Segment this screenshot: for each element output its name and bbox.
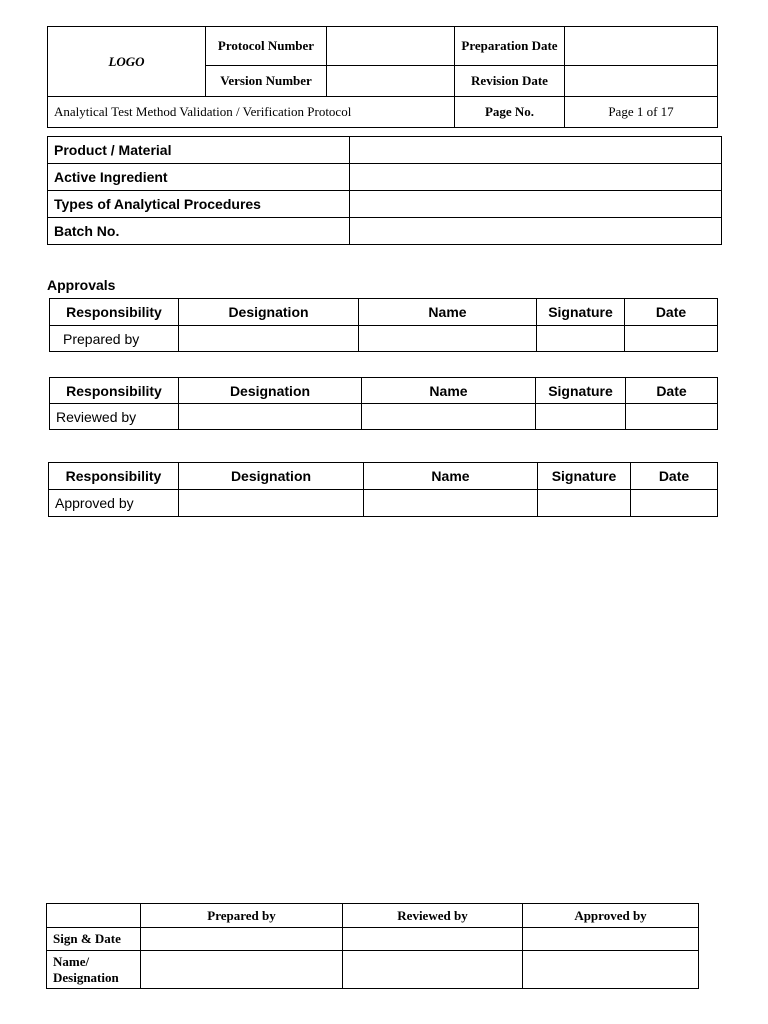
date-header: Date [625, 299, 718, 326]
batch-no-value[interactable] [350, 218, 722, 245]
revision-date-label: Revision Date [455, 66, 565, 97]
responsibility-header: Responsibility [50, 378, 179, 404]
approved-sign-date-cell[interactable] [523, 928, 699, 951]
active-ingredient-value[interactable] [350, 164, 722, 191]
designation-header: Designation [179, 299, 359, 326]
date-header: Date [631, 463, 718, 490]
approved-name-designation-cell[interactable] [523, 951, 699, 989]
revision-date-value [565, 66, 718, 97]
footer-signoff-table [46, 903, 699, 989]
page-no-value: Page 1 of 17 [565, 97, 718, 128]
prepared-signature-cell[interactable] [537, 326, 625, 352]
reviewed-sign-date-cell[interactable] [343, 928, 523, 951]
signature-header: Signature [538, 463, 631, 490]
product-info-table [47, 136, 722, 245]
reviewed-date-cell[interactable] [626, 404, 718, 430]
name-header: Name [359, 299, 537, 326]
reviewed-name-designation-cell[interactable] [343, 951, 523, 989]
signature-header: Signature [536, 378, 626, 404]
reviewed-name-cell[interactable] [362, 404, 536, 430]
document-header [47, 26, 718, 128]
version-number-value [327, 66, 455, 97]
batch-no-label: Batch No. [48, 218, 350, 245]
designation-header: Designation [179, 378, 362, 404]
product-material-value[interactable] [350, 137, 722, 164]
preparation-date-value [565, 27, 718, 66]
prepared-designation-cell[interactable] [179, 326, 359, 352]
approved-by-label: Approved by [49, 490, 179, 517]
approval-table-prepared [49, 298, 718, 352]
approved-designation-cell[interactable] [179, 490, 364, 517]
footer-approved-header: Approved by [523, 904, 699, 928]
active-ingredient-label: Active Ingredient [48, 164, 350, 191]
protocol-number-value [327, 27, 455, 66]
prepared-name-cell[interactable] [359, 326, 537, 352]
name-header: Name [362, 378, 536, 404]
prepared-sign-date-cell[interactable] [141, 928, 343, 951]
page-no-label: Page No. [455, 97, 565, 128]
approvals-heading: Approvals [47, 277, 116, 293]
sign-date-label: Sign & Date [47, 928, 141, 951]
prepared-date-cell[interactable] [625, 326, 718, 352]
reviewed-signature-cell[interactable] [536, 404, 626, 430]
approved-name-cell[interactable] [364, 490, 538, 517]
footer-prepared-header: Prepared by [141, 904, 343, 928]
responsibility-header: Responsibility [50, 299, 179, 326]
designation-header: Designation [179, 463, 364, 490]
approved-date-cell[interactable] [631, 490, 718, 517]
prepared-by-label: Prepared by [50, 326, 179, 352]
protocol-number-label: Protocol Number [206, 27, 327, 66]
footer-reviewed-header: Reviewed by [343, 904, 523, 928]
name-designation-label: Name/ Designation [47, 951, 141, 989]
product-material-label: Product / Material [48, 137, 350, 164]
footer-blank-cell [47, 904, 141, 928]
approval-table-reviewed [49, 377, 718, 430]
analytical-procedures-label: Types of Analytical Procedures [48, 191, 350, 218]
signature-header: Signature [537, 299, 625, 326]
approved-signature-cell[interactable] [538, 490, 631, 517]
prepared-name-designation-cell[interactable] [141, 951, 343, 989]
reviewed-designation-cell[interactable] [179, 404, 362, 430]
responsibility-header: Responsibility [49, 463, 179, 490]
date-header: Date [626, 378, 718, 404]
approval-table-approved [48, 462, 718, 517]
logo: LOGO [48, 27, 206, 97]
document-title: Analytical Test Method Validation / Verification Protocol [48, 97, 455, 128]
reviewed-by-label: Reviewed by [50, 404, 179, 430]
version-number-label: Version Number [206, 66, 327, 97]
name-header: Name [364, 463, 538, 490]
preparation-date-label: Preparation Date [455, 27, 565, 66]
analytical-procedures-value[interactable] [350, 191, 722, 218]
